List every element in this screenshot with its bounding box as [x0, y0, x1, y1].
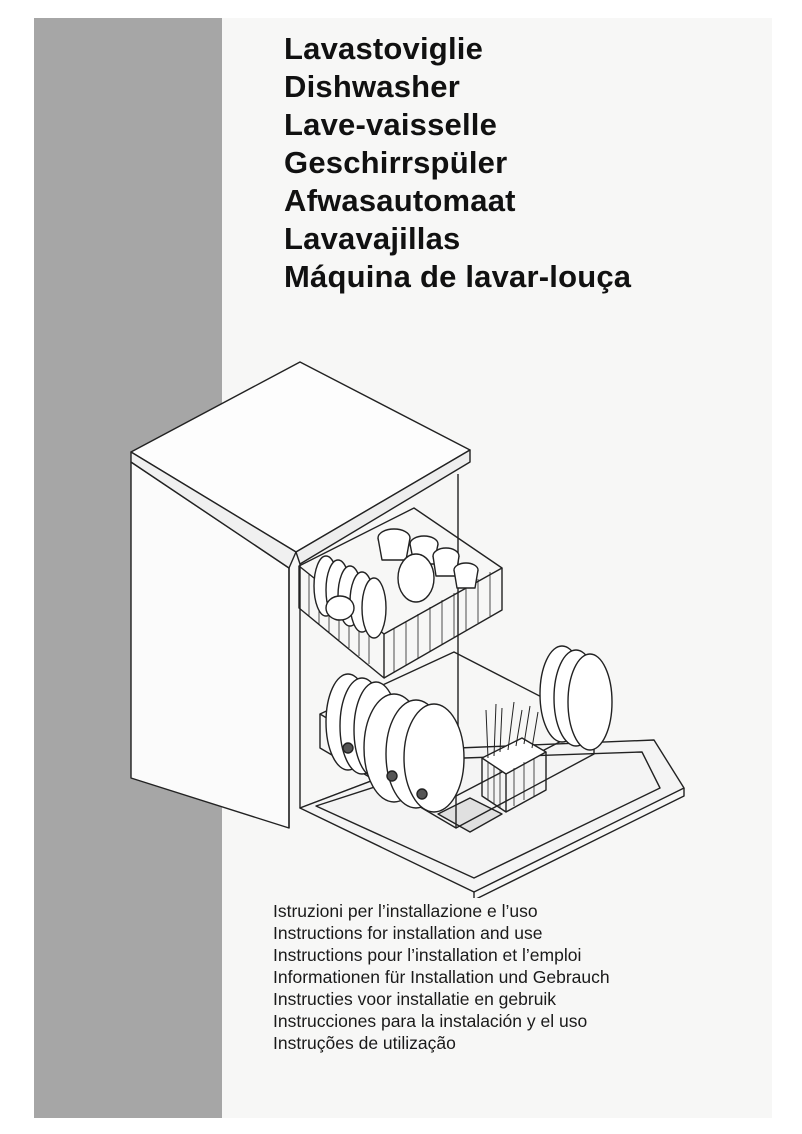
title-en: Dishwasher — [284, 69, 461, 104]
title-pt: Máquina de lavar-louça — [284, 259, 632, 294]
instructions-fr: Instructions pour l’installation et l’emploi — [273, 945, 582, 965]
dishwasher-illustration-icon — [94, 338, 694, 898]
title-it: Lavastoviglie — [284, 31, 484, 66]
instructions-de: Informationen für Installation und Gebrauch — [273, 967, 610, 987]
upper-rack-cups — [378, 529, 478, 602]
instructions-pt: Instruções de utilização — [273, 1033, 456, 1053]
manual-cover — [34, 18, 772, 1118]
instructions-it: Istruzioni per l’installazione e l’uso — [273, 901, 538, 921]
title-fr: Lave-vaisselle — [284, 107, 498, 142]
title-de: Geschirrspüler — [284, 145, 508, 180]
instructions-list — [273, 900, 610, 1054]
product-title-list — [284, 30, 631, 296]
instructions-nl: Instructies voor installatie en gebruik — [273, 989, 557, 1009]
title-nl: Afwasautomaat — [284, 183, 516, 218]
instructions-es: Instrucciones para la instalación y el uso — [273, 1011, 588, 1031]
title-es: Lavavajillas — [284, 221, 461, 256]
instructions-en: Instructions for installation and use — [273, 923, 543, 943]
upper-rack-saucers — [314, 556, 386, 638]
